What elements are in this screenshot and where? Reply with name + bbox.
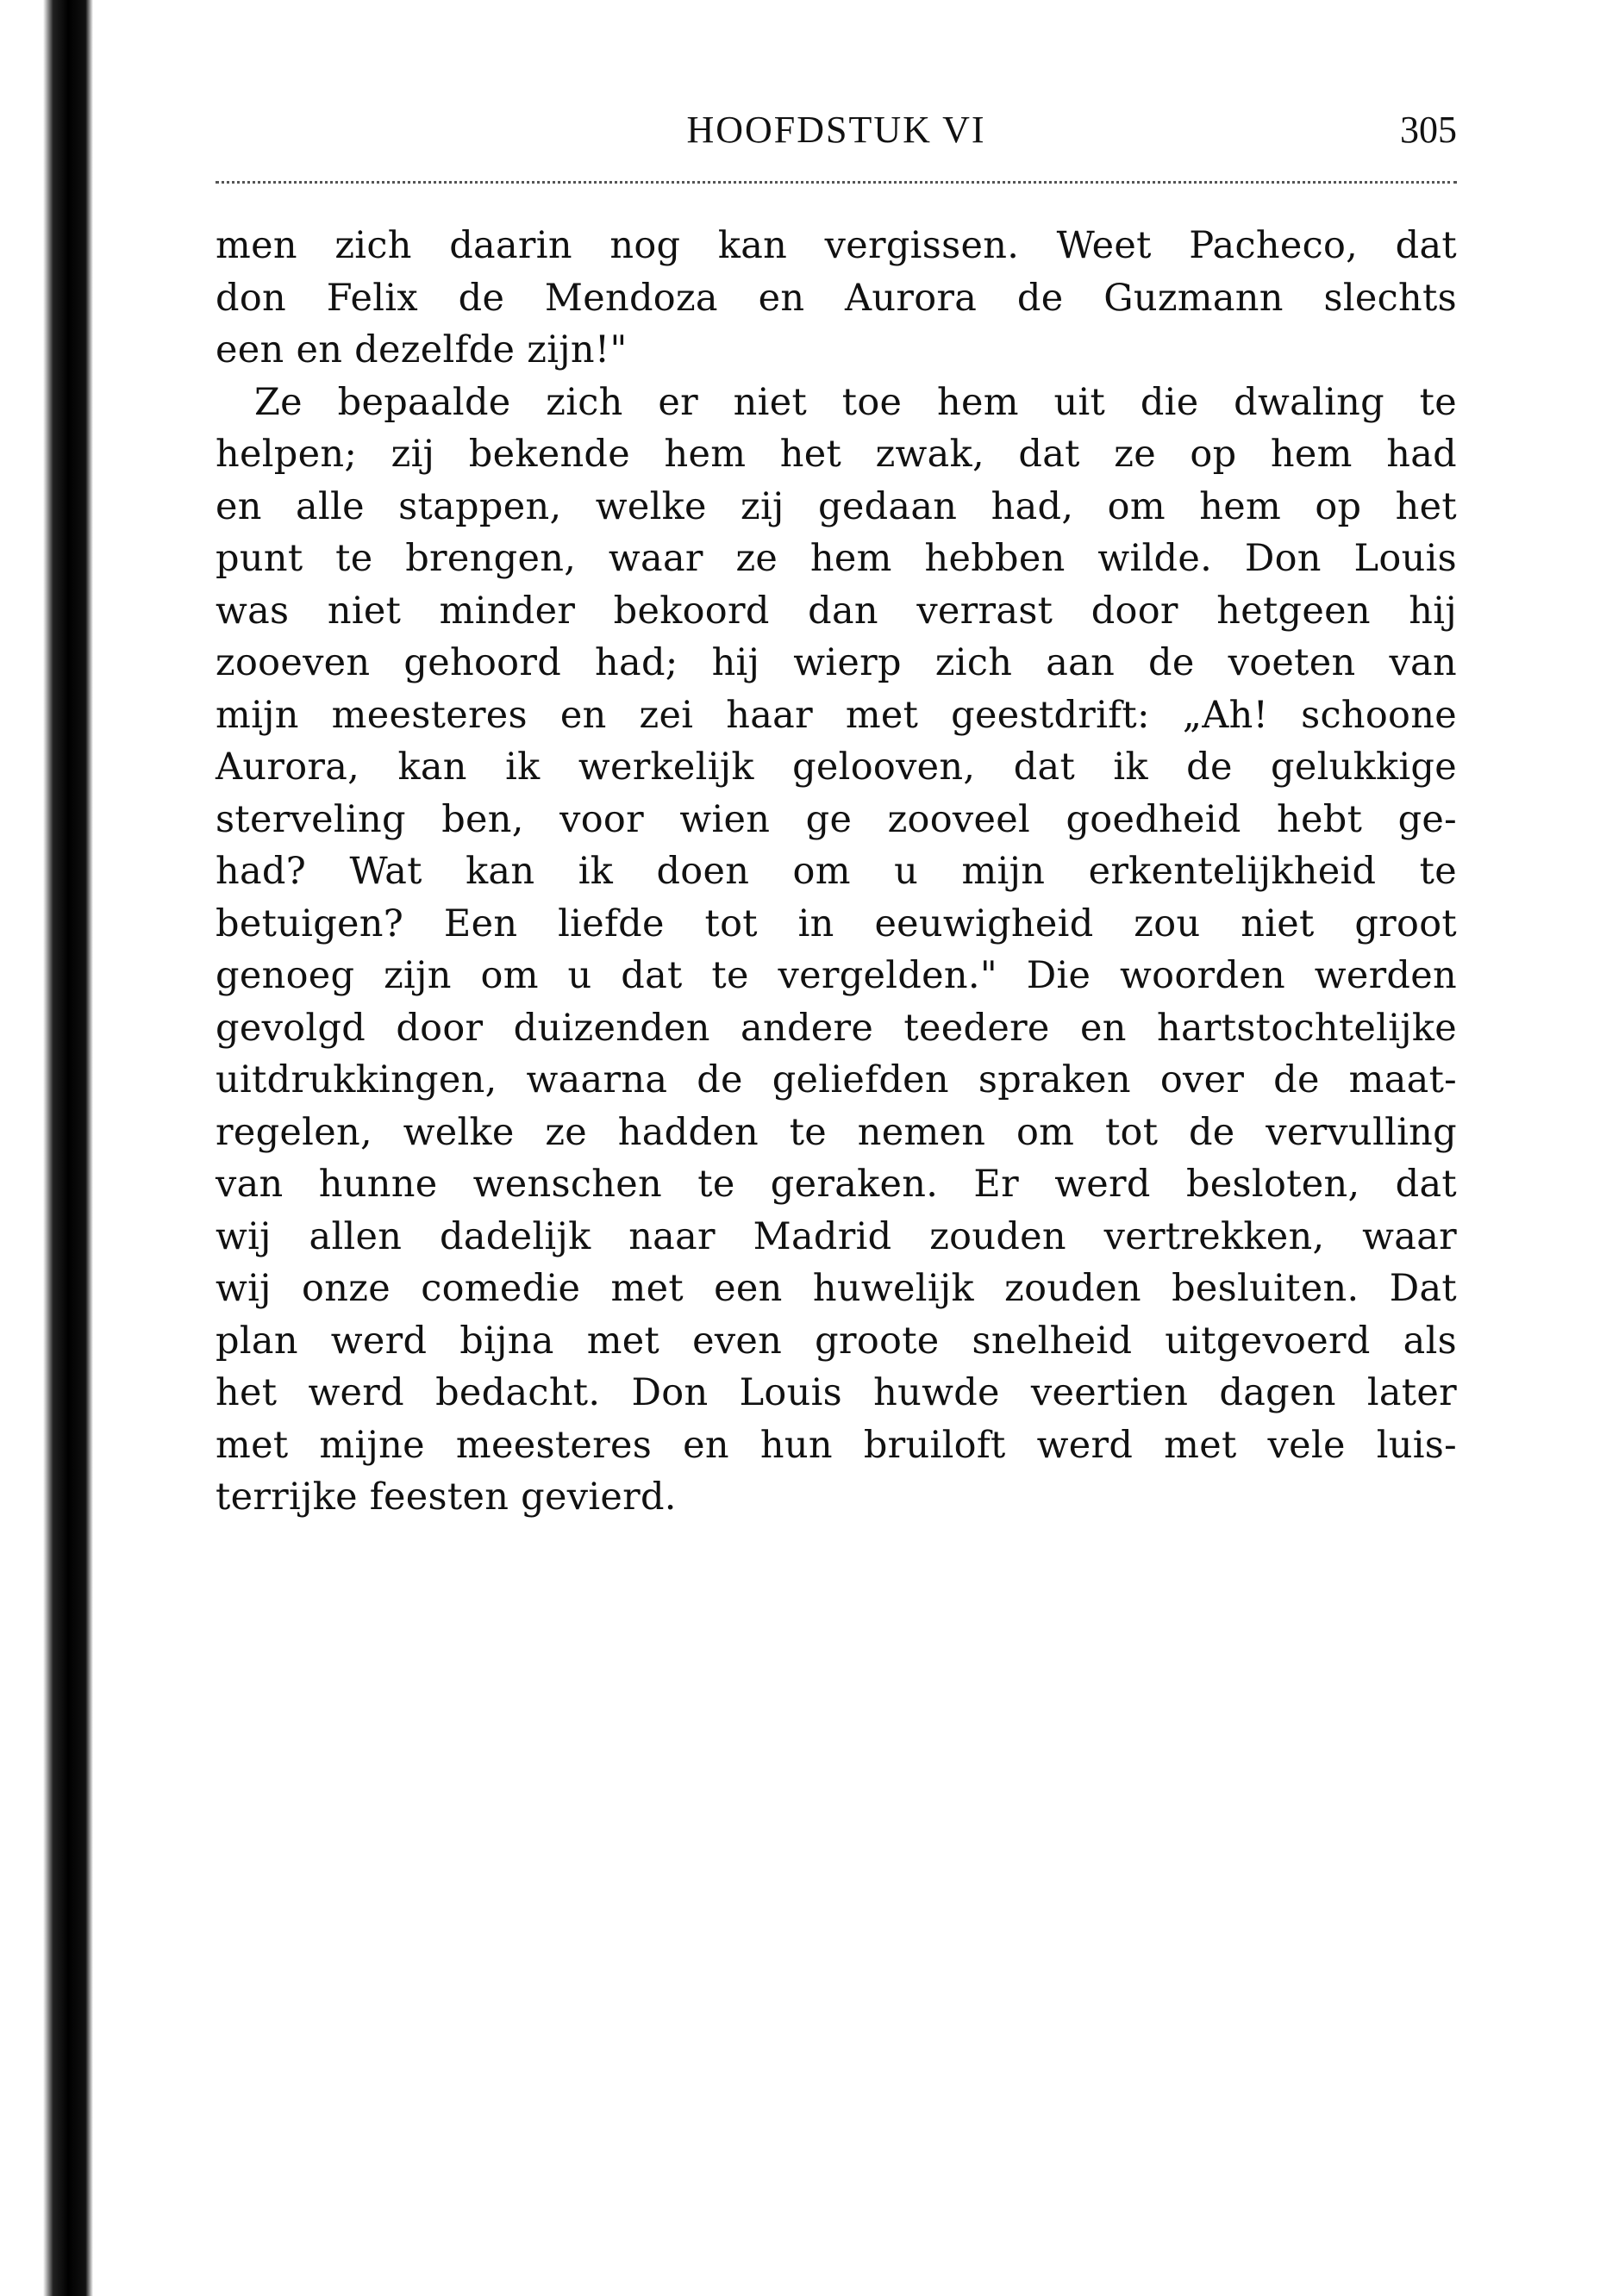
text-line: sterveling ben, voor wien ge zooveel goedheid hebt ge-: [216, 797, 1457, 841]
text-line: punt te brengen, waar ze hem hebben wilde. Don Louis: [216, 537, 1457, 580]
text-line: gevolgd door duizenden andere teedere en hartstochtelijke: [216, 1006, 1457, 1050]
text-line: het werd bedacht. Don Louis huwde veertien dagen later: [216, 1371, 1457, 1414]
text-line: wij allen dadelijk naar Madrid zouden vertrekken, waar: [216, 1214, 1457, 1258]
text-line: was niet minder bekoord dan verrast door hetgeen hij: [216, 589, 1457, 633]
chapter-title: HOOFDSTUK VI: [686, 109, 986, 151]
text-line: helpen; zij bekende hem het zwak, dat ze op hem had: [216, 433, 1457, 476]
text-line: en alle stappen, welke zij gedaan had, om hem op het: [216, 484, 1457, 528]
body-text: [216, 220, 1457, 1524]
text-line: mijn meesteres en zei haar met geestdrift: „Ah! schoone: [216, 693, 1457, 737]
text-line: betuigen? Een liefde tot in eeuwigheid zou niet groot: [216, 902, 1457, 945]
text-line: een en dezelfde zijn!": [216, 328, 628, 371]
text-line: terrijke feesten gevierd.: [216, 1476, 677, 1519]
text-line: van hunne wenschen te geraken. Er werd besloten, dat: [216, 1163, 1457, 1206]
text-line: wij onze comedie met een huwelijk zouden besluiten. Dat: [216, 1267, 1457, 1310]
text-line: uitdrukkingen, waarna de geliefden spraken over de maat-: [216, 1058, 1457, 1101]
text-line: men zich daarin nog kan vergissen. Weet Pacheco, dat: [216, 224, 1457, 267]
text-line: had? Wat kan ik doen om u mijn erkentelijkheid te: [216, 850, 1457, 893]
text-line: Aurora, kan ik werkelijk gelooven, dat ik de gelukkige: [216, 746, 1457, 789]
text-line: genoeg zijn om u dat te vergelden." Die woorden werden: [216, 954, 1457, 997]
text-line: zooeven gehoord had; hij wierp zich aan de voeten van: [216, 641, 1457, 684]
text-line: plan werd bijna met even groote snelheid uitgevoerd als: [216, 1319, 1457, 1363]
page-number: 305: [1400, 109, 1457, 151]
text-line: don Felix de Mendoza en Aurora de Guzmann slechts: [216, 276, 1457, 320]
text-line: met mijne meesteres en hun bruiloft werd met vele luis-: [216, 1423, 1457, 1467]
text-line: regelen, welke ze hadden te nemen om tot de vervulling: [216, 1110, 1457, 1154]
running-head: [216, 108, 1457, 159]
text-line: Ze bepaalde zich er niet toe hem uit die dwaling te: [254, 380, 1457, 424]
page-binding-edge: [43, 0, 93, 2296]
header-rule: [216, 181, 1457, 184]
